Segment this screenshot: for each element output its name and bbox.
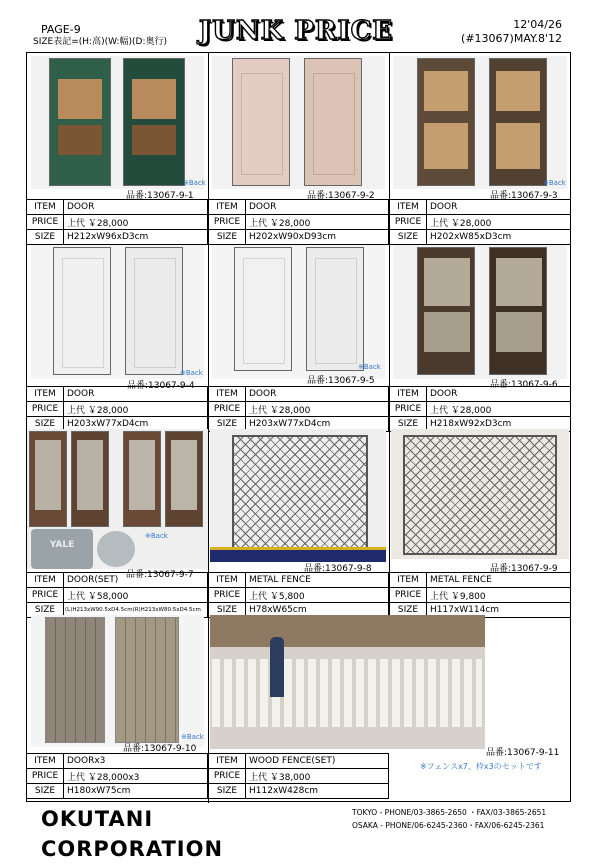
item-value: DOORx3 (64, 754, 208, 769)
product-photo (212, 245, 385, 379)
product-info-table (208, 572, 389, 618)
price-label: PRICE (390, 588, 427, 603)
price-value: 上代 ￥28,000 (64, 215, 208, 230)
price-label: PRICE (209, 215, 246, 230)
item-value: DOOR (246, 387, 389, 402)
product-photo (31, 56, 204, 189)
size-label: SIZE (27, 417, 64, 432)
door-image (29, 431, 67, 527)
door-image (306, 247, 364, 371)
item-label: ITEM (390, 387, 427, 402)
item-value: DOOR (427, 387, 571, 402)
price-label: PRICE (209, 769, 246, 784)
item-label: ITEM (27, 573, 64, 588)
fence-image (232, 435, 368, 553)
knob-plate-image: YALE (31, 529, 93, 569)
price-value: 上代 ￥28,000 (427, 215, 571, 230)
product-photo (210, 615, 485, 749)
item-label: ITEM (209, 573, 246, 588)
item-value: DOOR (427, 200, 571, 215)
product-code: 品番:13067-9-11 (486, 748, 560, 758)
product-card-13067-9-11[interactable] (208, 613, 571, 803)
size-value: H203xW77xD4cm (246, 417, 389, 432)
size-label: SIZE (390, 230, 427, 245)
product-card-13067-9-10[interactable] (27, 613, 208, 803)
tokyo-contact: TOKYO - PHONE/03-3865-2650 ・FAX/03-3865-2651 (352, 808, 547, 817)
product-info-table (389, 386, 571, 432)
product-card-13067-9-7[interactable] (27, 429, 208, 613)
product-card-13067-9-9[interactable] (389, 429, 571, 613)
product-code: 品番:13067-9-7 (126, 570, 194, 580)
size-value: H218xW92xD3cm (427, 417, 571, 432)
product-info-table (26, 753, 208, 799)
size-label: SIZE (27, 230, 64, 245)
price-label: PRICE (27, 769, 64, 784)
price-label: PRICE (390, 402, 427, 417)
person-image (270, 637, 284, 697)
product-info-table (26, 386, 208, 432)
header-left (33, 24, 167, 48)
back-note: ※Back (358, 363, 381, 371)
price-value: 上代 ￥38,000 (246, 769, 389, 784)
door-image (53, 247, 111, 375)
product-card-13067-9-8[interactable] (208, 429, 389, 613)
size-label: SIZE (209, 417, 246, 432)
product-info-table (389, 199, 571, 245)
back-note: ※Back (183, 179, 206, 187)
header-date: 12'04/26 (513, 18, 562, 31)
price-value: 上代 ￥28,000 (64, 402, 208, 417)
product-card-13067-9-5[interactable] (208, 243, 389, 429)
price-value: 上代 ￥28,000 (246, 215, 389, 230)
product-card-13067-9-6[interactable] (389, 243, 571, 429)
item-value: DOOR(SET) (64, 573, 208, 588)
item-label: ITEM (209, 387, 246, 402)
item-label: ITEM (27, 754, 64, 769)
wood-fence-image (212, 659, 482, 727)
size-value: H212xW96xD3cm (64, 230, 208, 245)
size-label: SIZE (390, 603, 427, 618)
product-card-13067-9-1[interactable] (27, 53, 208, 243)
size-label: SIZE (209, 230, 246, 245)
door-image (123, 58, 185, 186)
size-legend: SIZE表記=(H:高)(W:幅)(D:奥行) (33, 37, 167, 47)
product-code: 品番:13067-9-3 (490, 191, 558, 201)
item-value: METAL FENCE (246, 573, 389, 588)
door-image (489, 247, 547, 375)
item-value: DOOR (64, 387, 208, 402)
item-label: ITEM (390, 200, 427, 215)
back-note: ※Back (145, 532, 168, 540)
door-image (71, 431, 109, 527)
product-code: 品番:13067-9-5 (307, 376, 375, 386)
price-value: 上代 ￥28,000x3 (64, 769, 208, 784)
size-label: SIZE (390, 417, 427, 432)
price-label: PRICE (27, 215, 64, 230)
size-label: SIZE (27, 603, 64, 618)
door-image (165, 431, 203, 527)
door-image (49, 58, 111, 186)
door-image (115, 617, 179, 743)
size-value: H180xW75cm (64, 784, 208, 799)
door-image (234, 247, 292, 371)
product-code: 品番:13067-9-6 (490, 380, 558, 390)
item-value: WOOD FENCE(SET) (246, 754, 389, 769)
product-info-table (26, 199, 208, 245)
header-right (461, 18, 562, 46)
product-photo (31, 245, 204, 379)
product-photo (27, 429, 208, 569)
door-image (417, 58, 475, 186)
size-value: (L)H213xW90.5xD4.5cm(R)H213xW80.5xD4.5cm (64, 603, 208, 618)
product-grid (26, 52, 571, 802)
page-number: PAGE-9 (41, 23, 81, 36)
price-label: PRICE (390, 215, 427, 230)
size-label: SIZE (209, 784, 246, 799)
product-photo (212, 56, 385, 189)
knob-image (97, 531, 135, 567)
product-info-table (208, 753, 389, 799)
back-note: ※Back (543, 179, 566, 187)
item-label: ITEM (209, 754, 246, 769)
price-value: 上代 ￥28,000 (427, 402, 571, 417)
price-label: PRICE (27, 402, 64, 417)
door-image (45, 617, 105, 743)
item-value: DOOR (64, 200, 208, 215)
product-code: 品番:13067-9-4 (127, 381, 195, 391)
item-label: ITEM (27, 387, 64, 402)
product-info-table (389, 572, 571, 618)
price-value: 上代 ￥58,000 (64, 588, 208, 603)
item-label: ITEM (390, 573, 427, 588)
product-code: 品番:13067-9-8 (304, 564, 372, 574)
door-image (417, 247, 475, 375)
product-photo (210, 429, 386, 559)
door-image (125, 247, 183, 375)
product-info-table (208, 386, 389, 432)
door-image (489, 58, 547, 186)
product-code: 品番:13067-9-10 (123, 744, 197, 754)
product-code: 品番:13067-9-2 (307, 191, 375, 201)
item-label: ITEM (209, 200, 246, 215)
product-card-13067-9-2[interactable] (208, 53, 389, 243)
product-photo (391, 429, 569, 559)
price-value: 上代 ￥5,800 (246, 588, 389, 603)
price-value: 上代 ￥28,000 (246, 402, 389, 417)
product-code: 品番:13067-9-1 (126, 191, 194, 201)
product-photo (393, 245, 567, 379)
price-value: 上代 ￥9,800 (427, 588, 571, 603)
item-label: ITEM (27, 200, 64, 215)
size-label: SIZE (27, 784, 64, 799)
size-value: H202xW90xD93cm (246, 230, 389, 245)
product-info-table (26, 572, 208, 618)
item-value: DOOR (246, 200, 389, 215)
osaka-contact: OSAKA - PHONE/06-6245-2360・FAX/06-6245-2361 (352, 821, 545, 830)
contact-info (352, 806, 546, 832)
size-value: H112xW428cm (246, 784, 389, 799)
fence-image (403, 435, 557, 555)
product-photo (393, 56, 567, 189)
page-title: JUNK PRICE (198, 16, 394, 46)
product-card-13067-9-4[interactable] (27, 243, 208, 429)
price-label: PRICE (27, 588, 64, 603)
price-label: PRICE (209, 402, 246, 417)
price-label: PRICE (209, 588, 246, 603)
door-image (304, 58, 362, 186)
size-value: H202xW85xD3cm (427, 230, 571, 245)
header-ref: (#13067)MAY.8'12 (461, 32, 562, 45)
size-label: SIZE (209, 603, 246, 618)
door-image (123, 431, 161, 527)
company-name: OKUTANI CORPORATION (41, 807, 224, 861)
size-value: H117xW114cm (427, 603, 571, 618)
back-note: ※Back (181, 733, 204, 741)
product-code: 品番:13067-9-9 (490, 564, 558, 574)
product-info-table (208, 199, 389, 245)
product-photo (31, 615, 204, 747)
item-value: METAL FENCE (427, 573, 571, 588)
fence-set-note: ※フェンスx7、枠x3のセットです (420, 762, 542, 771)
size-value: H203xW77xD4cm (64, 417, 208, 432)
door-image (232, 58, 290, 186)
product-card-13067-9-3[interactable] (389, 53, 571, 243)
back-note: ※Back (180, 369, 203, 377)
size-value: H78xW65cm (246, 603, 389, 618)
